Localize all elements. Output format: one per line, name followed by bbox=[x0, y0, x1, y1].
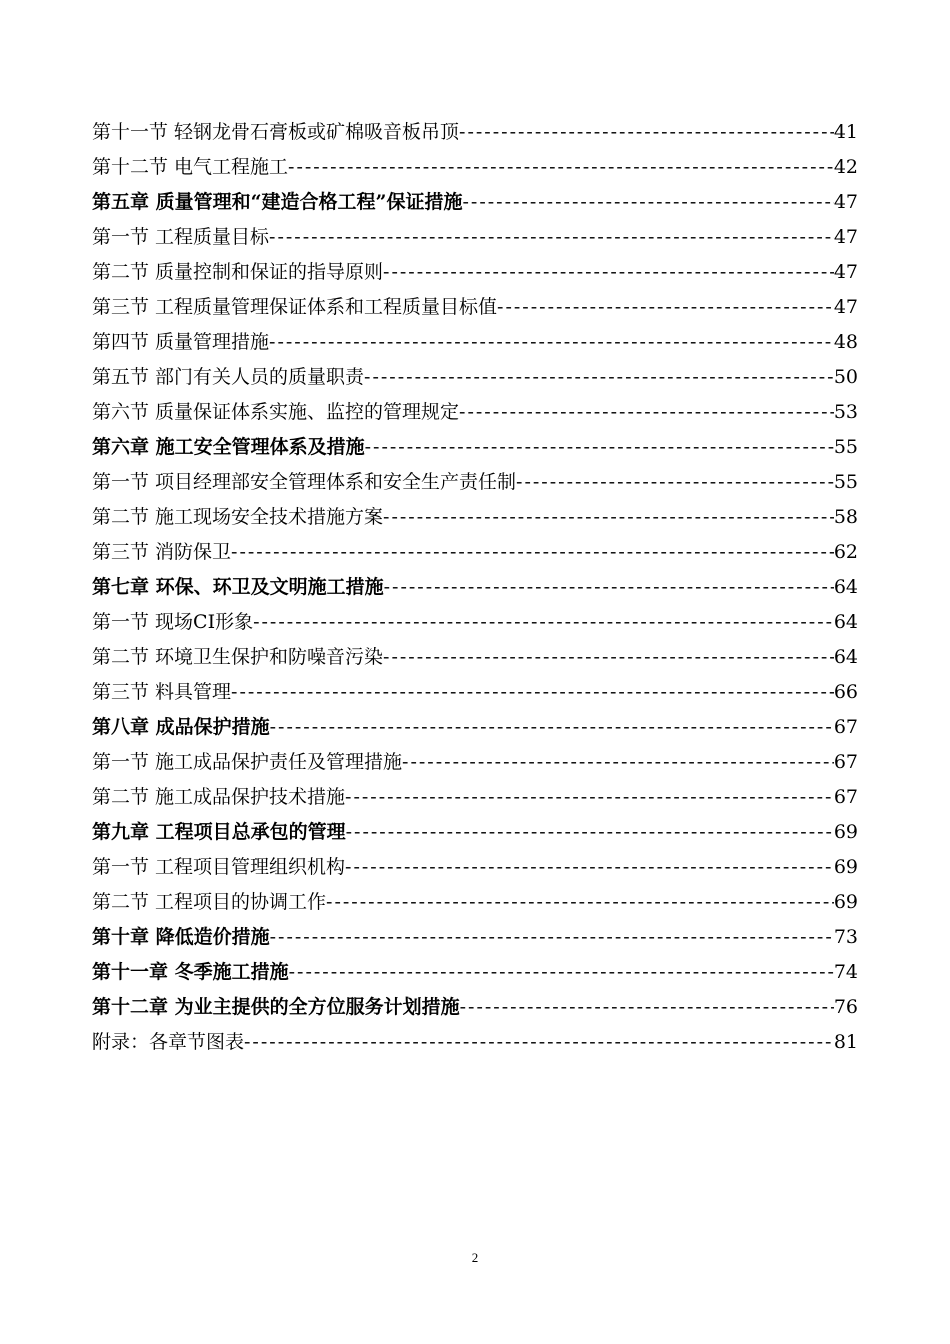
page-number: 2 bbox=[471, 1250, 479, 1265]
toc-entry-page: 81 bbox=[833, 1031, 858, 1053]
toc-dot-leader bbox=[497, 290, 834, 325]
toc-entry-page: 58 bbox=[833, 506, 858, 528]
toc-dot-leader bbox=[244, 1025, 834, 1060]
toc-section-entry[interactable] bbox=[92, 675, 858, 710]
toc-entry-page: 66 bbox=[833, 681, 858, 703]
toc-chapter-entry[interactable] bbox=[92, 185, 858, 220]
toc-chapter-entry[interactable] bbox=[92, 710, 858, 745]
toc-dot-leader bbox=[384, 570, 834, 605]
toc-dot-leader bbox=[288, 150, 834, 185]
toc-entry-title: 第五章 质量管理和“建造合格工程”保证措施 bbox=[92, 191, 463, 213]
toc-entry-page: 50 bbox=[833, 366, 858, 388]
toc-entry-title: 第一节 施工成品保护责任及管理措施 bbox=[92, 751, 403, 773]
toc-section-entry[interactable] bbox=[92, 290, 858, 325]
toc-section-entry[interactable] bbox=[92, 115, 858, 150]
toc-entry-title: 第八章 成品保护措施 bbox=[92, 716, 270, 738]
toc-entry-title: 第六章 施工安全管理体系及措施 bbox=[92, 436, 365, 458]
toc-dot-leader bbox=[383, 500, 834, 535]
toc-entry-title: 第二节 工程项目的协调工作 bbox=[92, 891, 327, 913]
toc-chapter-entry[interactable] bbox=[92, 955, 858, 990]
toc-entry-page: 69 bbox=[833, 856, 858, 878]
toc-entry-title: 第七章 环保、环卫及文明施工措施 bbox=[92, 576, 384, 598]
toc-entry-title: 第二节 施工现场安全技术措施方案 bbox=[92, 506, 384, 528]
toc-entry-page: 67 bbox=[833, 751, 858, 773]
toc-entry-title: 第二节 环境卫生保护和防噪音污染 bbox=[92, 646, 384, 668]
toc-dot-leader bbox=[365, 430, 834, 465]
toc-dot-leader bbox=[270, 710, 834, 745]
toc-section-entry[interactable] bbox=[92, 395, 858, 430]
toc-entry-page: 62 bbox=[833, 541, 858, 563]
toc-dot-leader bbox=[364, 360, 834, 395]
toc-entry-page: 53 bbox=[833, 401, 858, 423]
toc-entry-title: 第十二节 电气工程施工 bbox=[92, 156, 289, 178]
toc-entry-page: 64 bbox=[833, 611, 858, 633]
toc-entry-title: 第一节 工程质量目标 bbox=[92, 226, 270, 248]
toc-entry-page: 74 bbox=[833, 961, 858, 983]
toc-dot-leader bbox=[345, 850, 834, 885]
toc-dot-leader bbox=[459, 395, 834, 430]
toc-entry-page: 47 bbox=[833, 226, 858, 248]
toc-section-entry[interactable] bbox=[92, 325, 858, 360]
toc-section-entry[interactable] bbox=[92, 150, 858, 185]
toc-entry-title: 第三节 料具管理 bbox=[92, 681, 232, 703]
toc-entry-title: 第十章 降低造价措施 bbox=[92, 926, 270, 948]
toc-section-entry[interactable] bbox=[92, 255, 858, 290]
toc-entry-page: 42 bbox=[833, 156, 858, 178]
toc-entry-title: 第十一节 轻钢龙骨石膏板或矿棉吸音板吊顶 bbox=[92, 121, 460, 143]
toc-entry-page: 47 bbox=[833, 261, 858, 283]
toc-entry-page: 64 bbox=[833, 576, 858, 598]
toc-dot-leader bbox=[269, 220, 834, 255]
toc-entry-page: 67 bbox=[833, 786, 858, 808]
toc-entry-page: 69 bbox=[833, 891, 858, 913]
toc-entry-title: 第十二章 为业主提供的全方位服务计划措施 bbox=[92, 996, 460, 1018]
toc-entry-page: 69 bbox=[833, 821, 858, 843]
toc-dot-leader bbox=[231, 535, 834, 570]
toc-entry-page: 41 bbox=[833, 121, 858, 143]
toc-dot-leader bbox=[326, 885, 834, 920]
toc-chapter-entry[interactable] bbox=[92, 990, 858, 1025]
toc-chapter-entry[interactable] bbox=[92, 570, 858, 605]
toc-section-entry[interactable] bbox=[92, 745, 858, 780]
toc-dot-leader bbox=[516, 465, 834, 500]
toc-entry-title: 第六节 质量保证体系实施、监控的管理规定 bbox=[92, 401, 460, 423]
toc-entry-page: 55 bbox=[833, 436, 858, 458]
toc-entry-title: 第九章 工程项目总承包的管理 bbox=[92, 821, 346, 843]
toc-entry-title: 第三节 工程质量管理保证体系和工程质量目标值 bbox=[92, 296, 498, 318]
toc-entry-page: 55 bbox=[833, 471, 858, 493]
toc-entry-title: 第一节 工程项目管理组织机构 bbox=[92, 856, 346, 878]
toc-section-entry[interactable] bbox=[92, 780, 858, 815]
toc-section-entry[interactable] bbox=[92, 605, 858, 640]
toc-dot-leader bbox=[383, 640, 834, 675]
toc-entry-page: 73 bbox=[833, 926, 858, 948]
toc-dot-leader bbox=[345, 780, 834, 815]
toc-entry-title: 第一节 项目经理部安全管理体系和安全生产责任制 bbox=[92, 471, 517, 493]
toc-entry-title: 第二节 质量控制和保证的指导原则 bbox=[92, 261, 384, 283]
toc-dot-leader bbox=[270, 920, 834, 955]
toc-entry-page: 76 bbox=[833, 996, 858, 1018]
toc-dot-leader bbox=[231, 675, 834, 710]
toc-entry-title: 第五节 部门有关人员的质量职责 bbox=[92, 366, 365, 388]
toc-entry-title: 第四节 质量管理措施 bbox=[92, 331, 270, 353]
toc-dot-leader bbox=[289, 955, 834, 990]
toc-dot-leader bbox=[269, 325, 834, 360]
toc-section-entry[interactable] bbox=[92, 640, 858, 675]
toc-entry-page: 67 bbox=[833, 716, 858, 738]
toc-entry-title: 第二节 施工成品保护技术措施 bbox=[92, 786, 346, 808]
toc-section-entry[interactable] bbox=[92, 850, 858, 885]
toc-section-entry[interactable] bbox=[92, 360, 858, 395]
toc-dot-leader bbox=[462, 185, 833, 220]
toc-section-entry[interactable] bbox=[92, 535, 858, 570]
toc-entry-title: 附录：各章节图表 bbox=[92, 1031, 245, 1053]
toc-chapter-entry[interactable] bbox=[92, 430, 858, 465]
toc-section-entry[interactable] bbox=[92, 1025, 858, 1060]
toc-entry-page: 64 bbox=[833, 646, 858, 668]
toc-entry-page: 48 bbox=[833, 331, 858, 353]
toc-dot-leader bbox=[402, 745, 834, 780]
toc-dot-leader bbox=[253, 605, 834, 640]
toc-dot-leader bbox=[383, 255, 834, 290]
toc-entry-page: 47 bbox=[833, 296, 858, 318]
toc-entry-title: 第一节 现场CI形象 bbox=[92, 611, 254, 633]
toc-section-entry[interactable] bbox=[92, 220, 858, 255]
toc-chapter-entry[interactable] bbox=[92, 920, 858, 955]
toc-section-entry[interactable] bbox=[92, 465, 858, 500]
toc-section-entry[interactable] bbox=[92, 885, 858, 920]
toc-dot-leader bbox=[460, 990, 834, 1025]
toc-chapter-entry[interactable] bbox=[92, 815, 858, 850]
toc-dot-leader bbox=[346, 815, 834, 850]
toc-entry-title: 第十一章 冬季施工措施 bbox=[92, 961, 289, 983]
toc-entry-title: 第三节 消防保卫 bbox=[92, 541, 232, 563]
table-of-contents bbox=[92, 115, 858, 1060]
toc-section-entry[interactable] bbox=[92, 500, 858, 535]
toc-dot-leader bbox=[459, 115, 834, 150]
toc-entry-page: 47 bbox=[833, 191, 858, 213]
